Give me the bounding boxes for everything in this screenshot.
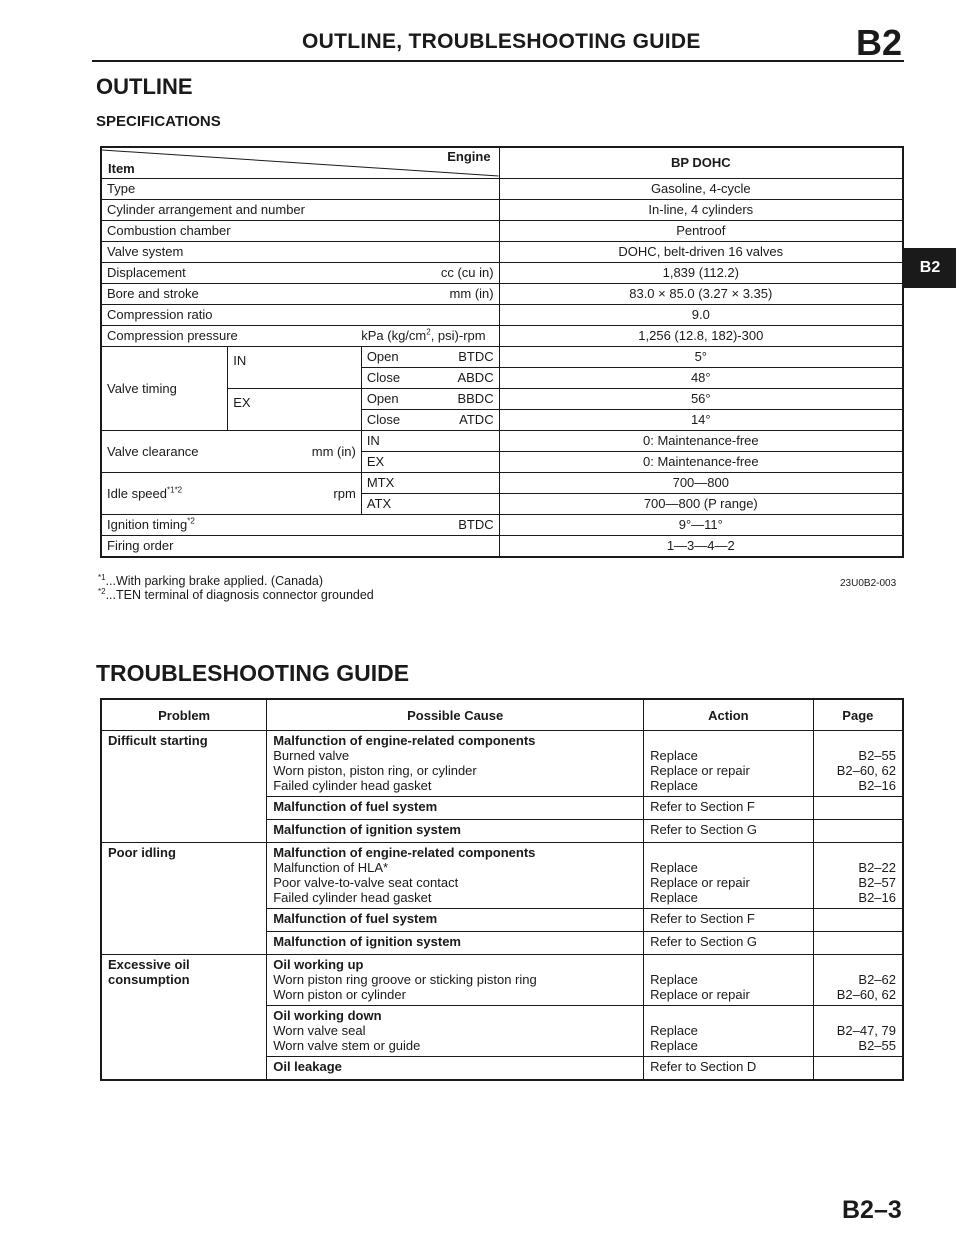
col-problem: Problem: [101, 699, 267, 731]
cause-item: Poor valve-to-valve seat contact: [273, 875, 459, 890]
action-item: Replace or repair: [650, 763, 750, 778]
spec-row-firing-order: [101, 536, 903, 558]
cause-title: Malfunction of fuel system: [267, 909, 644, 932]
sub-label: Open: [366, 391, 399, 406]
spec-value: DOHC, belt-driven 16 valves: [499, 242, 903, 263]
page-ref[interactable]: B2–55: [858, 1038, 896, 1053]
footnote-1: [98, 574, 374, 588]
valve-timing-sub: [361, 410, 499, 431]
action-item: Replace: [650, 860, 698, 875]
spec-label: Compression ratio: [101, 305, 499, 326]
label-text: Displacement: [107, 265, 186, 280]
cause-item: Worn piston, piston ring, or cylinder: [273, 763, 477, 778]
spec-row-compression-ratio: [101, 305, 903, 326]
spec-label: Type: [101, 179, 499, 200]
cause-title: Malfunction of engine-related components: [273, 845, 536, 860]
page-ref[interactable]: B2–16: [858, 778, 896, 793]
action-cell: [644, 955, 814, 1006]
spec-label: [101, 431, 361, 473]
spec-value: 9.0: [499, 305, 903, 326]
spec-label: [101, 284, 499, 305]
valve-timing-sub: [361, 347, 499, 368]
page-ref[interactable]: B2–60, 62: [836, 763, 896, 778]
spec-value: 9°—11°: [499, 515, 903, 536]
spec-row-valve-clearance-in: [101, 431, 903, 452]
action-item[interactable]: Refer to Section G: [644, 932, 814, 955]
unit-pre: kPa (kg/cm: [361, 328, 427, 343]
spec-value: Pentroof: [499, 221, 903, 242]
page-ref[interactable]: B2–55: [858, 748, 896, 763]
cause-title: Oil working up: [273, 957, 364, 972]
sub-unit: ATDC: [459, 412, 494, 427]
cause-cell: [267, 843, 644, 909]
cause-item: Malfunction of HLA*: [273, 860, 389, 875]
spec-label: Valve timing: [101, 347, 228, 431]
page-cell: [813, 797, 903, 820]
sub-unit: BBDC: [457, 391, 494, 406]
label-text: Valve clearance: [107, 443, 199, 459]
action-item: Replace: [650, 972, 698, 987]
spec-value: 56°: [499, 389, 903, 410]
cause-item: Failed cylinder head gasket: [273, 890, 432, 905]
cause-item: Burned valve: [273, 748, 350, 763]
valve-timing-ex: EX: [228, 389, 362, 431]
cause-title: Oil leakage: [267, 1057, 644, 1081]
problem-line: Excessive oil: [108, 957, 190, 972]
spec-row-displacement: [101, 263, 903, 284]
specifications-heading: SPECIFICATIONS: [96, 113, 221, 130]
spec-value: Gasoline, 4-cycle: [499, 179, 903, 200]
unit-text: cc (cu in): [440, 265, 494, 280]
action-item: Replace or repair: [650, 875, 750, 890]
page-cell: [813, 843, 903, 909]
unit-sup: 2: [426, 327, 431, 337]
sub-label: Close: [366, 412, 401, 427]
spec-value: 700—800: [499, 473, 903, 494]
page-cell: [813, 955, 903, 1006]
page-cell: [813, 820, 903, 843]
spec-value: 1—3—4—2: [499, 536, 903, 558]
action-cell: [644, 1006, 814, 1057]
page-cell: [813, 932, 903, 955]
problem-line: consumption: [108, 972, 190, 987]
trouble-header-row: [101, 699, 903, 731]
spec-row-valve-timing-in-open: [101, 347, 903, 368]
spec-row-combustion: [101, 221, 903, 242]
action-item: Replace: [650, 1038, 698, 1053]
page-ref[interactable]: B2–22: [858, 860, 896, 875]
cause-item: Failed cylinder head gasket: [273, 778, 432, 793]
spec-value: 48°: [499, 368, 903, 389]
action-item: Replace: [650, 748, 698, 763]
valve-timing-in: IN: [228, 347, 362, 389]
spec-label: [101, 473, 361, 515]
cause-title: Oil working down: [273, 1008, 382, 1023]
valve-timing-sub: [361, 368, 499, 389]
label-text: Ignition timing: [107, 517, 188, 532]
valve-clearance-sub: EX: [361, 452, 499, 473]
spec-col-engine: Engine: [447, 149, 491, 164]
spec-header-row: [101, 147, 903, 179]
unit-text: BTDC: [458, 517, 494, 532]
spec-row-bore-stroke: [101, 284, 903, 305]
cause-cell: [267, 1006, 644, 1057]
footnote-2: [98, 588, 374, 602]
cause-title: Malfunction of fuel system: [267, 797, 644, 820]
cause-title: Malfunction of ignition system: [267, 932, 644, 955]
footnote-mark: *1*2: [167, 485, 183, 495]
page-cell: [813, 1057, 903, 1081]
problem-cell: Poor idling: [101, 843, 267, 955]
action-cell: [644, 731, 814, 797]
action-item[interactable]: Refer to Section G: [644, 820, 814, 843]
spec-row-ignition-timing: [101, 515, 903, 536]
spec-col-value: BP DOHC: [499, 147, 903, 179]
page-cell: [813, 1006, 903, 1057]
page-cell: [813, 731, 903, 797]
spec-value: 1,839 (112.2): [499, 263, 903, 284]
cause-item: Worn piston ring groove or sticking piston ring: [273, 972, 537, 987]
spec-label: [101, 326, 499, 347]
cause-item: Worn valve seal: [273, 1023, 366, 1038]
cause-title: Malfunction of engine-related components: [273, 733, 536, 748]
page-header: [92, 22, 904, 62]
problem-cell: Difficult starting: [101, 731, 267, 843]
spec-label: Firing order: [101, 536, 499, 558]
spec-value: 14°: [499, 410, 903, 431]
valve-timing-sub: [361, 389, 499, 410]
table-row: [101, 843, 903, 909]
footnote-text: ...With parking brake applied. (Canada): [105, 574, 324, 588]
spec-value: 1,256 (12.8, 182)-300: [499, 326, 903, 347]
spec-label: Combustion chamber: [101, 221, 499, 242]
cause-item: Worn piston or cylinder: [273, 987, 406, 1002]
action-item: Replace: [650, 890, 698, 905]
spec-label: [101, 263, 499, 284]
spec-col-item: Item: [108, 161, 135, 176]
spec-value: 83.0 × 85.0 (3.27 × 3.35): [499, 284, 903, 305]
page-ref[interactable]: B2–47, 79: [836, 1023, 896, 1038]
action-item: Replace or repair: [650, 987, 750, 1002]
header-rule: [92, 60, 904, 62]
footnote-text: ...TEN terminal of diagnosis connector grounded: [105, 588, 374, 602]
spec-row-cylinder: [101, 200, 903, 221]
valve-clearance-sub: IN: [361, 431, 499, 452]
spec-header-diagonal-cell: [101, 147, 499, 179]
spec-value: 0: Maintenance-free: [499, 431, 903, 452]
spec-footnotes: [98, 574, 374, 602]
label-text: Compression pressure: [107, 328, 238, 343]
diagonal-line: [102, 148, 499, 178]
cause-cell: [267, 955, 644, 1006]
header-title: OUTLINE, TROUBLESHOOTING GUIDE: [302, 30, 701, 53]
col-page: Page: [813, 699, 903, 731]
page-ref[interactable]: B2–62: [858, 972, 896, 987]
label-text: Idle speed: [107, 485, 167, 501]
spec-row-type: [101, 179, 903, 200]
spec-label: Valve system: [101, 242, 499, 263]
page-ref[interactable]: B2–57: [858, 875, 896, 890]
action-item[interactable]: Refer to Section D: [644, 1057, 814, 1081]
section-tab[interactable]: B2: [904, 248, 956, 288]
action-item: Replace: [650, 1023, 698, 1038]
footnote-mark: *2: [98, 586, 106, 596]
label-text: Bore and stroke: [107, 286, 199, 301]
action-item: Replace: [650, 778, 698, 793]
idle-sub: ATX: [361, 494, 499, 515]
page-ref[interactable]: B2–16: [858, 890, 896, 905]
spec-label: Cylinder arrangement and number: [101, 200, 499, 221]
page-cell: [813, 909, 903, 932]
footnote-mark: *2: [187, 516, 195, 526]
cause-title: Malfunction of ignition system: [267, 820, 644, 843]
col-action: Action: [644, 699, 814, 731]
unit-post: , psi)-rpm: [430, 328, 486, 343]
spec-value: 0: Maintenance-free: [499, 452, 903, 473]
spec-value: 5°: [499, 347, 903, 368]
table-row: [101, 731, 903, 797]
outline-heading: OUTLINE: [96, 74, 193, 99]
unit-text: [361, 326, 485, 346]
figure-code: 23U0B2-003: [840, 578, 897, 589]
specifications-table: [100, 146, 904, 558]
table-row: [101, 955, 903, 1006]
troubleshooting-heading: TROUBLESHOOTING GUIDE: [96, 660, 410, 686]
cause-cell: [267, 731, 644, 797]
sub-label: Open: [366, 349, 399, 364]
action-item[interactable]: Refer to Section F: [644, 909, 814, 932]
sub-unit: BTDC: [458, 349, 494, 364]
spec-value: 700—800 (P range): [499, 494, 903, 515]
spec-value: In-line, 4 cylinders: [499, 200, 903, 221]
cause-item: Worn valve stem or guide: [273, 1038, 421, 1053]
spec-label: [101, 515, 499, 536]
spec-row-compression-pressure: [101, 326, 903, 347]
page-number: B2–3: [842, 1196, 902, 1224]
unit-text: rpm: [333, 485, 356, 501]
action-item[interactable]: Refer to Section F: [644, 797, 814, 820]
col-cause: Possible Cause: [267, 699, 644, 731]
action-cell: [644, 843, 814, 909]
header-section-code: B2: [855, 22, 902, 63]
problem-cell: [101, 955, 267, 1081]
troubleshooting-table: [100, 698, 904, 1081]
unit-text: mm (in): [449, 286, 494, 301]
sub-unit: ABDC: [457, 370, 494, 385]
footnote-mark: *1: [98, 572, 106, 582]
sub-label: Close: [366, 370, 401, 385]
unit-text: mm (in): [311, 443, 356, 459]
spec-row-valve-system: [101, 242, 903, 263]
idle-sub: MTX: [361, 473, 499, 494]
page-ref[interactable]: B2–60, 62: [836, 987, 896, 1002]
spec-row-idle-mtx: [101, 473, 903, 494]
